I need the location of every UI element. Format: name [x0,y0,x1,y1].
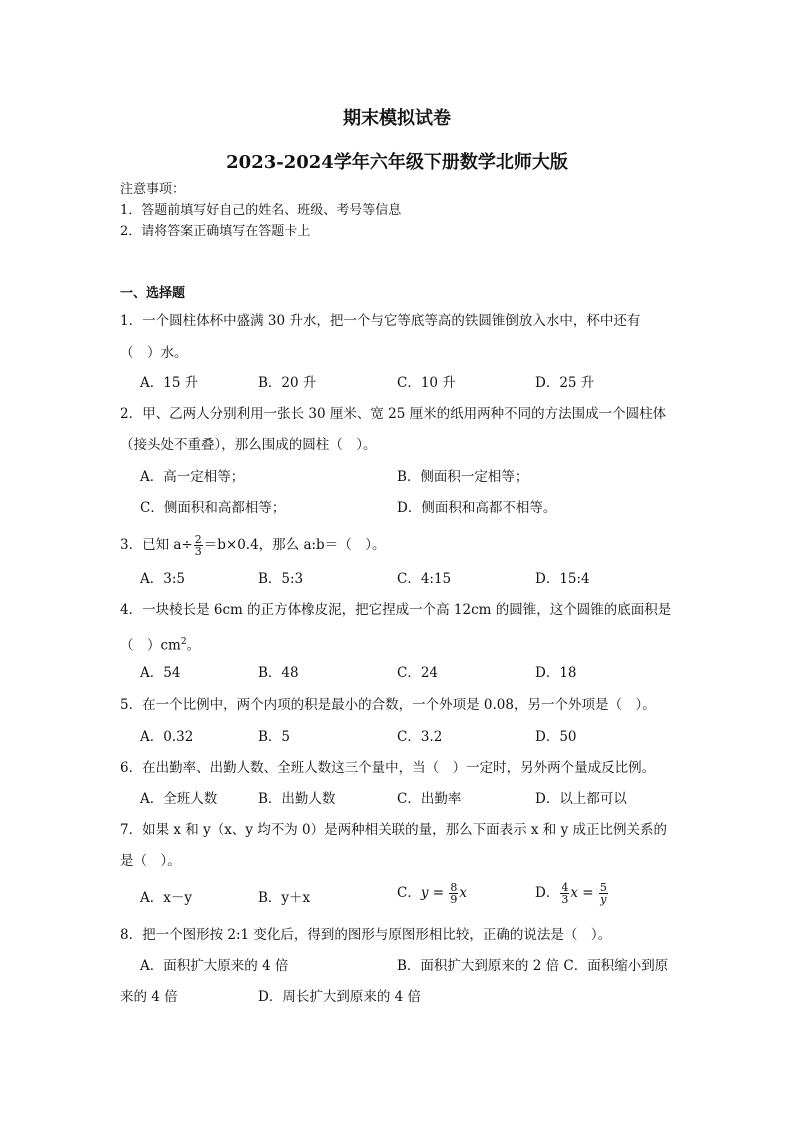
q8-text: 8．把一个图形按 2:1 变化后，得到的图形与原图形相比较，正确的说法是（ ）。 [120,927,612,943]
q3-option-b: B．5:3 [258,571,304,587]
q1-option-d: D．25 升 [535,375,595,391]
exam-subtitle: 2023-2024学年六年级下册数学北师大版 [226,152,568,173]
q4-option-a: A．54 [140,665,181,681]
q5-option-c: C．3.2 [397,729,443,745]
q1-text-line1: 1．一个圆柱体杯中盛满 30 升水，把一个与它等底等高的铁圆锥倒放入水中，杯中还有 [120,313,641,329]
q5-option-d: D．50 [535,729,577,745]
q7-optd-denominator-2 [599,894,608,905]
q6-text: 6．在出勤率、出勤人数、全班人数这三个量中，当（ ）一定时，另外两个量成反比例。 [120,760,656,776]
q7-optc-denominator: 9 [450,893,458,906]
q1-text-line2: （ ）水。 [120,345,188,361]
notes-heading: 注意事项： [120,182,186,197]
exam-title: 期末模拟试卷 [343,108,451,129]
q4-text-line2 [120,633,200,655]
q7-text-line2: 是（ ）。 [120,853,181,869]
q4-line2-post: 。 [186,637,201,654]
q6-option-a: A．全班人数 [140,791,218,807]
q7-optd-fraction-1 [560,882,569,905]
q3-fraction [194,534,203,557]
q7-optd-label: D． [535,885,560,901]
q4-line2-pre: （ ）cm [120,637,181,654]
q3-suffix: ＝b×0.4，那么 a:b＝（ ）。 [203,537,386,553]
q3-option-a: A．3:5 [140,571,185,587]
q3-option-d: D．15:4 [535,571,590,587]
q3-text [120,532,385,558]
q7-optc-numerator: 8 [450,881,458,894]
q2-option-b: B．侧面积一定相等； [397,469,529,485]
note-item-1: 1．答题前填写好自己的姓名、班级、考号等信息 [120,203,402,218]
q3-prefix: 3．已知 a÷ [120,537,193,553]
q4-option-b: B．48 [258,665,299,681]
q7-option-b: B．y＋x [258,890,311,906]
q7-optc-fraction [449,882,458,905]
q8-option-a: A．面积扩大原来的 4 倍 [140,958,289,974]
q7-option-a: A．x－y [140,890,192,906]
q4-option-d: D．18 [535,665,577,681]
q7-text-line1: 7．如果 x 和 y（x、y 均不为 0）是两种相关联的量，那么下面表示 x 和 y 成正比例关系的 [120,822,668,838]
q4-option-c: C．24 [397,665,439,681]
q7-optc-eq: = [428,885,449,901]
q6-option-c: C．出勤率 [397,791,462,807]
q3-option-c: C．4:15 [397,571,452,587]
q7-optd-numerator-1: 4 [561,881,569,894]
q7-optd-fraction-2 [599,882,608,905]
q3-fraction-numerator: 2 [194,533,202,546]
q2-text-line1: 2．甲、乙两人分别利用一张长 30 厘米、宽 25 厘米的纸用两种不同的方法围成一个圆柱体 [120,406,667,422]
q7-optc-y: y [420,885,429,901]
q4-text-line1: 4．一块棱长是 6cm 的正方体橡皮泥，把它捏成一个高 12cm 的圆锥，这个圆锥的底面积是 [120,602,672,618]
q1-option-c: C．10 升 [397,375,456,391]
q7-optd-y: y [600,893,607,906]
q2-option-d: D．侧面积和高都不相等。 [397,500,557,516]
q7-optd-eq: = [577,885,598,901]
q7-optd-numerator-2: 5 [599,881,607,894]
q8-option-d: D．周长扩大到原来的 4 倍 [258,989,421,1005]
q1-option-b: B．20 升 [258,375,317,391]
note-item-2: 2．请将答案正确填写在答题卡上 [120,224,311,239]
q8-option-b-c: B．面积扩大到原来的 2 倍 C．面积缩小到原 [397,958,669,974]
q7-optc-x: x [459,885,468,901]
q2-option-c: C．侧面积和高都相等； [140,500,286,516]
q2-option-a: A．高一定相等； [140,469,245,485]
q7-optd-denominator-1: 3 [561,893,569,906]
q7-option-c [397,880,467,906]
q7-optd-x: x [570,885,578,901]
q7-option-d [535,880,609,906]
q1-option-a: A．15 升 [140,375,199,391]
section-title: 一、选择题 [120,286,186,301]
q7-optc-label: C． [397,885,421,901]
q6-option-b: B．出勤人数 [258,791,336,807]
q5-option-b: B．5 [258,729,291,745]
q2-text-line2: （接头处不重叠），那么围成的圆柱（ ）。 [120,437,377,453]
q4-line2-sup: 2 [180,637,187,647]
q8-option-c-cont: 来的 4 倍 [120,989,178,1005]
q5-text: 5．在一个比例中，两个内项的积是最小的合数，一个外项是 0.08，另一个外项是（ ）。 [120,697,656,713]
q3-fraction-denominator: 3 [194,545,202,558]
q5-option-a: A．0.32 [140,729,194,745]
q6-option-d: D．以上都可以 [535,791,627,807]
